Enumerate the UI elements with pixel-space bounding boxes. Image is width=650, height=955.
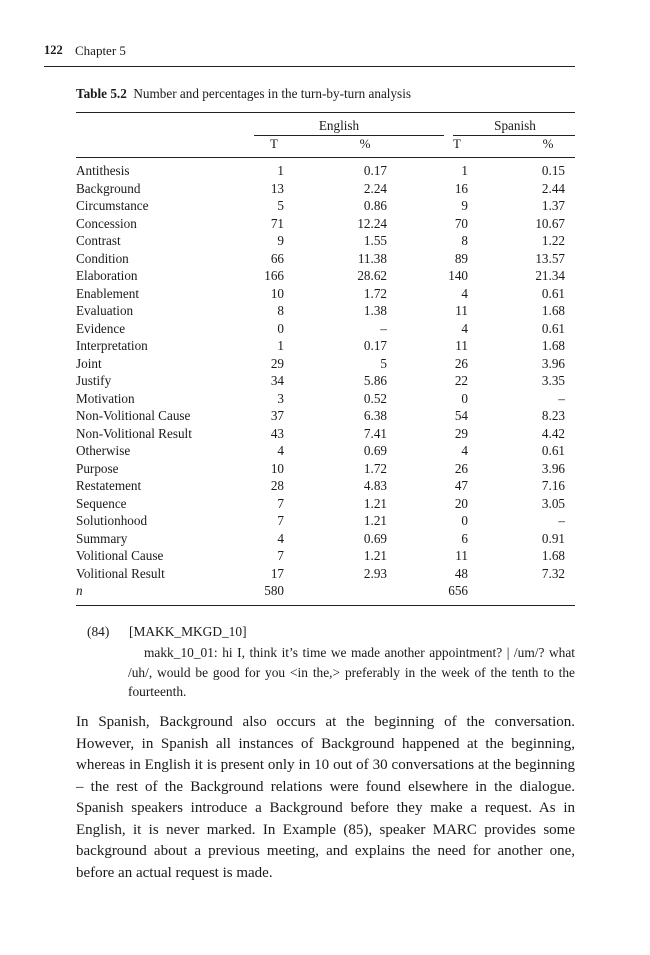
spanish-pct-cell: 7.16 — [541, 478, 565, 493]
spanish-pct-cell: 10.67 — [535, 215, 565, 231]
running-header — [44, 40, 575, 67]
table-row — [76, 390, 575, 408]
english-pct-cell: 1.21 — [363, 513, 387, 528]
english-t-cell: 1 — [277, 338, 284, 353]
table-row — [76, 232, 575, 250]
row-label: Condition — [76, 250, 129, 266]
spanish-pct-cell: 1.68 — [541, 338, 565, 353]
english-pct-cell: 1.21 — [363, 548, 387, 563]
row-label: Volitional Result — [76, 565, 165, 581]
english-t-cell: 1 — [277, 163, 284, 178]
row-label: Enablement — [76, 285, 139, 301]
english-pct-cell: 0.69 — [363, 443, 387, 458]
spanish-t-cell: 47 — [454, 478, 468, 493]
table-row — [76, 320, 575, 338]
row-label: Evaluation — [76, 303, 134, 318]
table-row — [76, 355, 575, 373]
english-t-cell: 7 — [277, 513, 284, 528]
row-label: Joint — [76, 355, 102, 371]
english-t-cell: 5 — [277, 198, 284, 213]
row-label: Elaboration — [76, 268, 138, 283]
spanish-t-cell: 0 — [461, 390, 468, 406]
spanish-pct-cell: 21.34 — [535, 268, 565, 283]
table-row — [76, 582, 575, 600]
spanish-t-cell: 29 — [454, 425, 468, 441]
spanish-pct-cell: 1.68 — [541, 303, 565, 318]
english-t-cell: 71 — [270, 215, 284, 231]
table-bottom-rule — [76, 605, 575, 606]
row-label: Solutionhood — [76, 513, 148, 528]
spanish-t-cell: 26 — [454, 355, 468, 371]
row-label: Evidence — [76, 320, 126, 336]
table-row — [76, 337, 575, 355]
english-pct-cell: 1.72 — [363, 460, 387, 476]
spanish-t-cell: 4 — [461, 443, 468, 458]
table-row — [76, 477, 575, 495]
spanish-t-cell: 9 — [461, 198, 468, 213]
spanish-pct-cell: 1.37 — [541, 198, 565, 213]
table-row — [76, 215, 575, 233]
table-row — [76, 250, 575, 268]
spanish-t-cell: 11 — [455, 338, 468, 353]
spanish-pct-cell: – — [558, 513, 565, 528]
chapter-title: Chapter 5 — [75, 43, 126, 58]
english-pct-cell: 11.38 — [357, 250, 387, 266]
spanish-t-cell: 140 — [448, 268, 468, 283]
spanish-t-cell: 656 — [448, 583, 468, 598]
spanish-pct-cell: 13.57 — [535, 250, 565, 266]
english-t-cell: 7 — [277, 548, 284, 563]
row-label: Non-Volitional Result — [76, 425, 192, 441]
row-label: Summary — [76, 530, 128, 546]
spanish-t-cell: 70 — [454, 215, 468, 231]
english-pct-cell: 2.93 — [363, 565, 387, 581]
example-text: makk_10_01: hi I, think it’s time we made another appointment? | /um/? what /uh/, would be good for you <in the,> preferably in the week of the tenth to the fourteenth. — [128, 645, 575, 699]
spanish-t-cell: 20 — [454, 495, 468, 511]
row-label: Non-Volitional Cause — [76, 408, 191, 423]
example-number: (84) — [87, 624, 110, 639]
english-t-cell: 166 — [264, 268, 284, 283]
table-row — [76, 285, 575, 303]
english-t-cell: 580 — [264, 583, 284, 598]
table-row — [76, 460, 575, 478]
spanish-t-cell: 48 — [454, 565, 468, 581]
table-row — [76, 162, 575, 180]
table-title: Number and percentages in the turn-by-turn analysis — [133, 86, 411, 101]
spanish-t-cell: 6 — [461, 530, 468, 546]
english-pct-cell: 0.86 — [363, 198, 387, 213]
example-reference: [MAKK_MKGD_10] — [129, 624, 247, 639]
english-t-cell: 4 — [277, 530, 284, 546]
spanish-pct-cell: 0.61 — [541, 320, 565, 336]
english-pct-cell: 12.24 — [357, 215, 387, 231]
english-pct-cell: 5.86 — [363, 373, 387, 388]
spanish-t-cell: 4 — [461, 285, 468, 301]
table-caption — [76, 86, 411, 102]
spanish-pct-cell: 0.91 — [541, 530, 565, 546]
english-t-cell: 28 — [270, 478, 284, 493]
spanish-t-cell: 11 — [455, 548, 468, 563]
english-t-cell: 43 — [270, 425, 284, 441]
row-label: Interpretation — [76, 338, 148, 353]
table-row — [76, 530, 575, 548]
table-row — [76, 267, 575, 285]
spanish-pct-cell: 3.35 — [541, 373, 565, 388]
english-t-cell: 3 — [277, 390, 284, 406]
body-paragraph: In Spanish, Background also occurs at the beginning of the conversation. However, in Spanish all instances of Background happened at the beginning, whereas in English it is present only in 10 out of 30 conversations at the beginning – the rest of the Background relations were found elsewhere in the dialogue. Spanish speakers introduce a Background before they make a request. As in English, it is never marked. In Example (85), speaker MARC provides some background about a previous meeting, and explains the need for another one, before an actual request is made. — [76, 714, 575, 881]
table-row — [76, 180, 575, 198]
spanish-pct-cell: 2.44 — [541, 180, 565, 196]
table-row — [76, 425, 575, 443]
row-label: n — [76, 583, 83, 598]
spanish-pct-cell: 4.42 — [541, 425, 565, 441]
table-label: Table 5.2 — [76, 86, 127, 101]
english-group-header: English — [318, 118, 360, 133]
table-body — [76, 162, 575, 600]
row-label: Contrast — [76, 233, 121, 248]
row-label: Background — [76, 180, 141, 196]
row-label: Volitional Cause — [76, 548, 164, 563]
spanish-t-cell: 8 — [461, 233, 468, 248]
spanish-pct-cell: 0.15 — [541, 163, 565, 178]
english-t-cell: 0 — [277, 320, 284, 336]
row-label: Concession — [76, 215, 137, 231]
table-row — [76, 495, 575, 513]
row-label: Justify — [76, 373, 112, 388]
spanish-pct-cell: 1.68 — [541, 548, 565, 563]
english-pct-cell: 0.52 — [363, 390, 387, 406]
table-row — [76, 302, 575, 320]
english-pct-header: % — [359, 136, 371, 151]
english-t-cell: 9 — [277, 233, 284, 248]
spanish-pct-cell: 3.05 — [541, 495, 565, 511]
spanish-pct-cell: 7.32 — [541, 565, 565, 581]
spanish-t-cell: 4 — [461, 320, 468, 336]
table-header-rule — [76, 157, 575, 158]
row-label: Purpose — [76, 460, 119, 476]
english-pct-cell: 2.24 — [363, 180, 387, 196]
row-label: Antithesis — [76, 163, 130, 178]
english-pct-cell: 0.17 — [363, 338, 387, 353]
row-label: Motivation — [76, 390, 135, 406]
spanish-pct-cell: 1.22 — [541, 233, 565, 248]
spanish-t-cell: 11 — [455, 303, 468, 318]
spanish-group-header: Spanish — [494, 118, 536, 133]
english-t-cell: 66 — [270, 250, 284, 266]
table-row — [76, 547, 575, 565]
spanish-pct-cell: 3.96 — [541, 355, 565, 371]
page-number: 122 — [44, 43, 63, 57]
english-t-cell: 8 — [277, 303, 284, 318]
spanish-pct-cell: 8.23 — [541, 408, 565, 423]
english-pct-cell: 4.83 — [363, 478, 387, 493]
english-t-cell: 29 — [270, 355, 284, 371]
english-t-cell: 4 — [277, 443, 284, 458]
english-pct-cell: 7.41 — [363, 425, 387, 441]
spanish-t-cell: 54 — [454, 408, 468, 423]
spanish-t-cell: 1 — [461, 163, 468, 178]
english-pct-cell: 6.38 — [363, 408, 387, 423]
table-row — [76, 372, 575, 390]
table-row — [76, 512, 575, 530]
english-pct-cell: 1.38 — [363, 303, 387, 318]
spanish-t-cell: 89 — [454, 250, 468, 266]
english-pct-cell: 0.17 — [363, 163, 387, 178]
english-pct-cell: 28.62 — [357, 268, 387, 283]
table-row — [76, 407, 575, 425]
english-t-cell: 13 — [270, 180, 284, 196]
english-t-cell: 37 — [270, 408, 284, 423]
spanish-t-cell: 22 — [454, 373, 468, 388]
english-pct-cell: 5 — [380, 355, 387, 371]
english-t-cell: 10 — [270, 285, 284, 301]
table-row — [76, 565, 575, 583]
spanish-t-cell: 16 — [454, 180, 468, 196]
spanish-pct-cell: 0.61 — [541, 443, 565, 458]
english-pct-cell: 1.21 — [363, 495, 387, 511]
spanish-pct-cell: 0.61 — [541, 285, 565, 301]
table-row — [76, 197, 575, 215]
row-label: Restatement — [76, 478, 142, 493]
row-label: Otherwise — [76, 443, 131, 458]
english-t-cell: 17 — [270, 565, 284, 581]
english-t-header: T — [270, 136, 278, 151]
spanish-pct-cell: – — [558, 390, 565, 406]
row-label: Sequence — [76, 495, 127, 511]
table-row — [76, 442, 575, 460]
english-pct-cell: 1.55 — [363, 233, 387, 248]
table-top-rule — [76, 112, 575, 113]
spanish-t-cell: 0 — [461, 513, 468, 528]
spanish-t-header: T — [453, 136, 461, 151]
english-t-cell: 34 — [270, 373, 284, 388]
row-label: Circumstance — [76, 198, 149, 213]
english-t-cell: 7 — [277, 495, 284, 511]
english-t-cell: 10 — [270, 460, 284, 476]
spanish-t-cell: 26 — [454, 460, 468, 476]
spanish-pct-header: % — [542, 136, 554, 151]
spanish-pct-cell: 3.96 — [541, 460, 565, 476]
english-pct-cell: 1.72 — [363, 285, 387, 301]
english-pct-cell: 0.69 — [363, 530, 387, 546]
english-pct-cell: – — [380, 320, 387, 336]
